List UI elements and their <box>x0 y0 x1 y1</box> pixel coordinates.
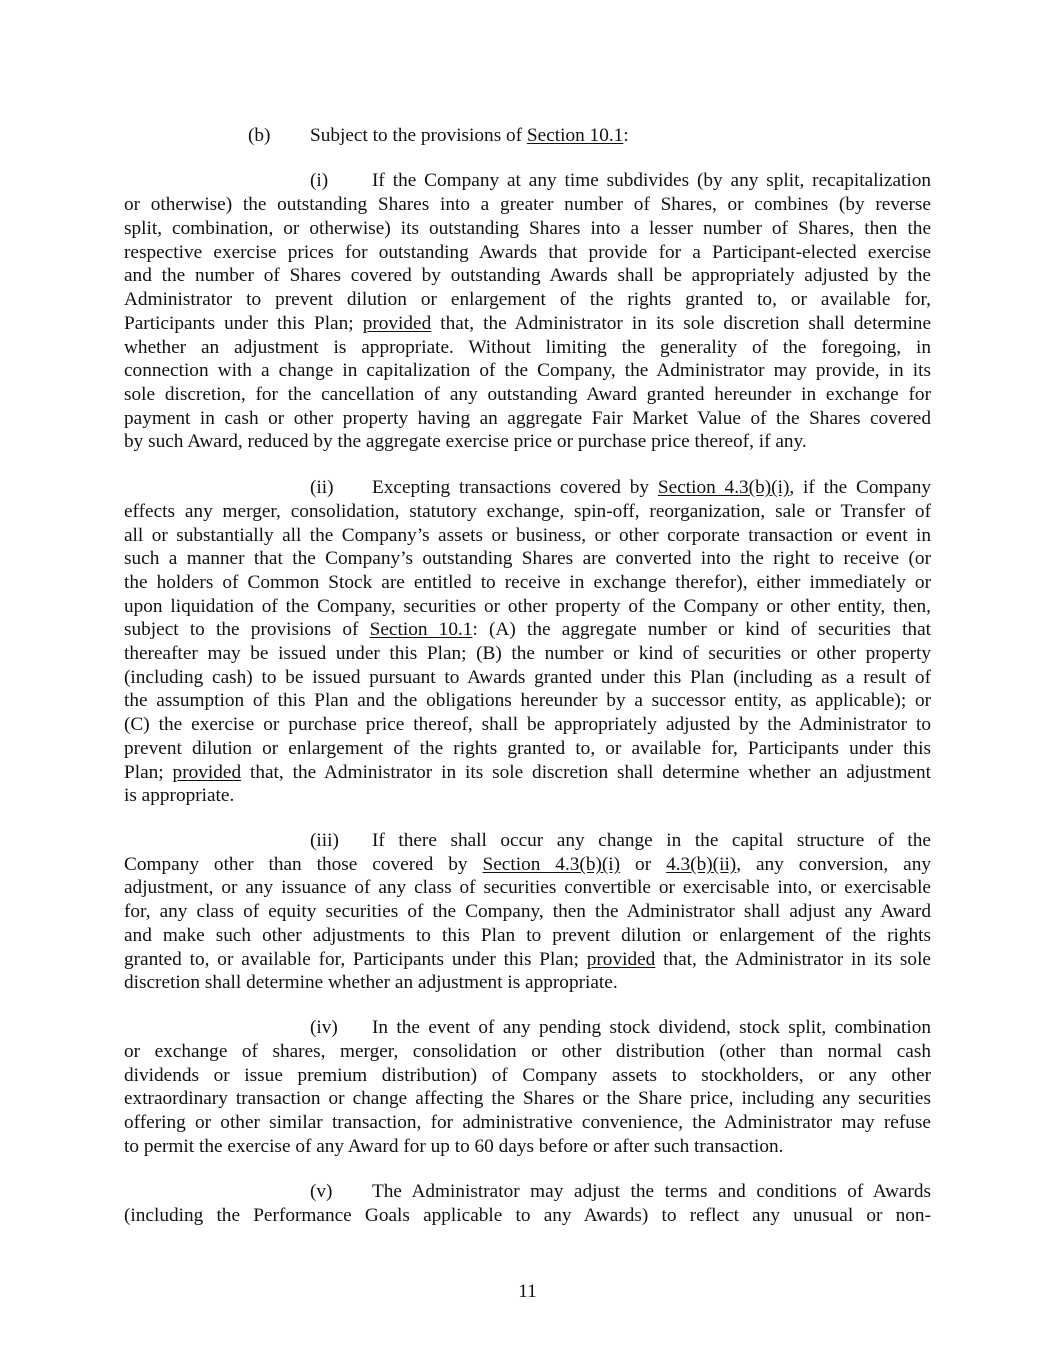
para-ii-line: prevent dilution or enlargement of the rights granted to, or available for, Participants under this <box>124 738 931 759</box>
section-b-heading: (b) Subject to the provisions of Section 10.1: <box>248 125 629 146</box>
para-iii-line: and make such other adjustments to this Plan to prevent dilution or enlargement of the rights <box>124 925 931 946</box>
provided-term: provided <box>362 313 432 334</box>
para-ii-line: (including cash) to be issued pursuant to Awards granted under this Plan (including as a result of <box>124 667 931 688</box>
para-i-line: payment in cash or other property having an aggregate Fair Market Value of the Shares covered <box>124 408 931 429</box>
para-i-line-1: (i) If the Company at any time subdivides (by any split, recapitalization <box>310 170 931 191</box>
para-iii-line-1: (iii) If there shall occur any change in the capital structure of the <box>310 830 931 851</box>
para-ii-line: effects any merger, consolidation, statutory exchange, spin-off, reorganization, sale or Transfer of <box>124 501 931 522</box>
para-iv-line: or exchange of shares, merger, consolidation or other distribution (other than normal cash <box>124 1041 931 1062</box>
section-b-text: Subject to the provisions of <box>310 125 527 146</box>
para-ii-line: thereafter may be issued under this Plan; (B) the number or kind of securities or other property <box>124 643 931 664</box>
para-i-line: Administrator to prevent dilution or enlargement of the rights granted to, or available for, <box>124 289 931 310</box>
para-ii-line: (C) the exercise or purchase price thereof, shall be appropriately adjusted by the Administrator to <box>124 714 931 735</box>
para-ii-line: is appropriate. <box>124 785 235 806</box>
para-iii-line: adjustment, or any issuance of any class of securities convertible or exercisable into, or exercisable <box>124 877 931 898</box>
para-iii-line: granted to, or available for, Participants under this Plan; provided that, the Administrator in its sole <box>124 949 931 970</box>
para-i-line: or otherwise) the outstanding Shares into a greater number of Shares, or combines (by reverse <box>124 194 931 215</box>
para-iv-line-1: (iv) In the event of any pending stock dividend, stock split, combination <box>310 1017 931 1038</box>
para-iv-line: offering or other similar transaction, for administrative convenience, the Administrator may refuse <box>124 1112 931 1133</box>
section-4-3-b-ii-link[interactable]: 4.3(b)(ii) <box>666 854 737 875</box>
section-10-1-link[interactable]: Section 10.1 <box>526 125 624 146</box>
para-i-line: whether an adjustment is appropriate. Without limiting the generality of the foregoing, in <box>124 337 931 358</box>
para-v-line-1: (v) The Administrator may adjust the terms and conditions of Awards <box>310 1181 931 1202</box>
para-ii-label: (ii) <box>310 477 334 498</box>
para-iv-label: (iv) <box>310 1017 338 1038</box>
para-i-line: Participants under this Plan; provided that, the Administrator in its sole discretion shall determine <box>124 313 932 334</box>
para-i-line: respective exercise prices for outstanding Awards that provide for a Participant-elected exercise <box>124 242 931 263</box>
para-iii-line: discretion shall determine whether an adjustment is appropriate. <box>124 972 618 993</box>
para-ii-line: the assumption of this Plan and the obligations hereunder by a successor entity, as applicable); or <box>124 690 931 711</box>
para-i-line: sole discretion, for the cancellation of any outstanding Award granted hereunder in exchange for <box>124 384 931 405</box>
provided-term: provided <box>586 949 656 970</box>
provided-term: provided <box>172 762 242 783</box>
section-4-3-b-i-link[interactable]: Section 4.3(b)(i) <box>657 477 790 498</box>
para-ii-line: such a manner that the Company’s outstanding Shares are converted into the right to receive (or <box>124 548 931 569</box>
section-4-3-b-i-link[interactable]: Section 4.3(b)(i) <box>482 854 621 875</box>
para-ii-line: subject to the provisions of Section 10.1: (A) the aggregate number or kind of securities that <box>124 619 931 640</box>
para-i-label: (i) <box>310 170 329 191</box>
para-ii-line: the holders of Common Stock are entitled to receive in exchange therefor), either immediately or <box>124 572 931 593</box>
para-v-label: (v) <box>310 1181 333 1202</box>
para-ii-line: Plan; provided that, the Administrator in its sole discretion shall determine whether an adjustment <box>124 762 931 783</box>
para-ii-line: all or substantially all the Company’s assets or business, or other corporate transaction or event in <box>124 525 931 546</box>
page-number: 11 <box>518 1281 537 1302</box>
para-v-line: (including the Performance Goals applicable to any Awards) to reflect any unusual or non- <box>124 1205 931 1226</box>
para-ii-line: upon liquidation of the Company, securities or other property of the Company or other entity, then, <box>124 596 931 617</box>
para-iv-line: dividends or issue premium distribution) of Company assets to stockholders, or any other <box>124 1065 931 1086</box>
section-b-label: (b) <box>248 125 271 146</box>
para-iv-line: to permit the exercise of any Award for up to 60 days before or after such transaction. <box>124 1136 784 1157</box>
para-i-line: split, combination, or otherwise) its outstanding Shares into a lesser number of Shares, then the <box>124 218 931 239</box>
section-10-1-link[interactable]: Section 10.1 <box>369 619 473 640</box>
para-ii-line-1: (ii) Excepting transactions covered by Section 4.3(b)(i), if the Company <box>310 477 931 498</box>
para-i-line: by such Award, reduced by the aggregate exercise price or purchase price thereof, if any. <box>124 431 807 452</box>
para-iv-line: extraordinary transaction or change affecting the Shares or the Share price, including any securities <box>124 1088 931 1109</box>
para-i-line: and the number of Shares covered by outstanding Awards shall be appropriately adjusted by the <box>124 265 931 286</box>
para-i-line: connection with a change in capitalization of the Company, the Administrator may provide, in its <box>124 360 931 381</box>
para-iii-line: for, any class of equity securities of the Company, then the Administrator shall adjust any Award <box>124 901 931 922</box>
para-iii-line: Company other than those covered by Section 4.3(b)(i) or 4.3(b)(ii), any conversion, any <box>124 854 932 875</box>
para-iii-label: (iii) <box>310 830 339 851</box>
